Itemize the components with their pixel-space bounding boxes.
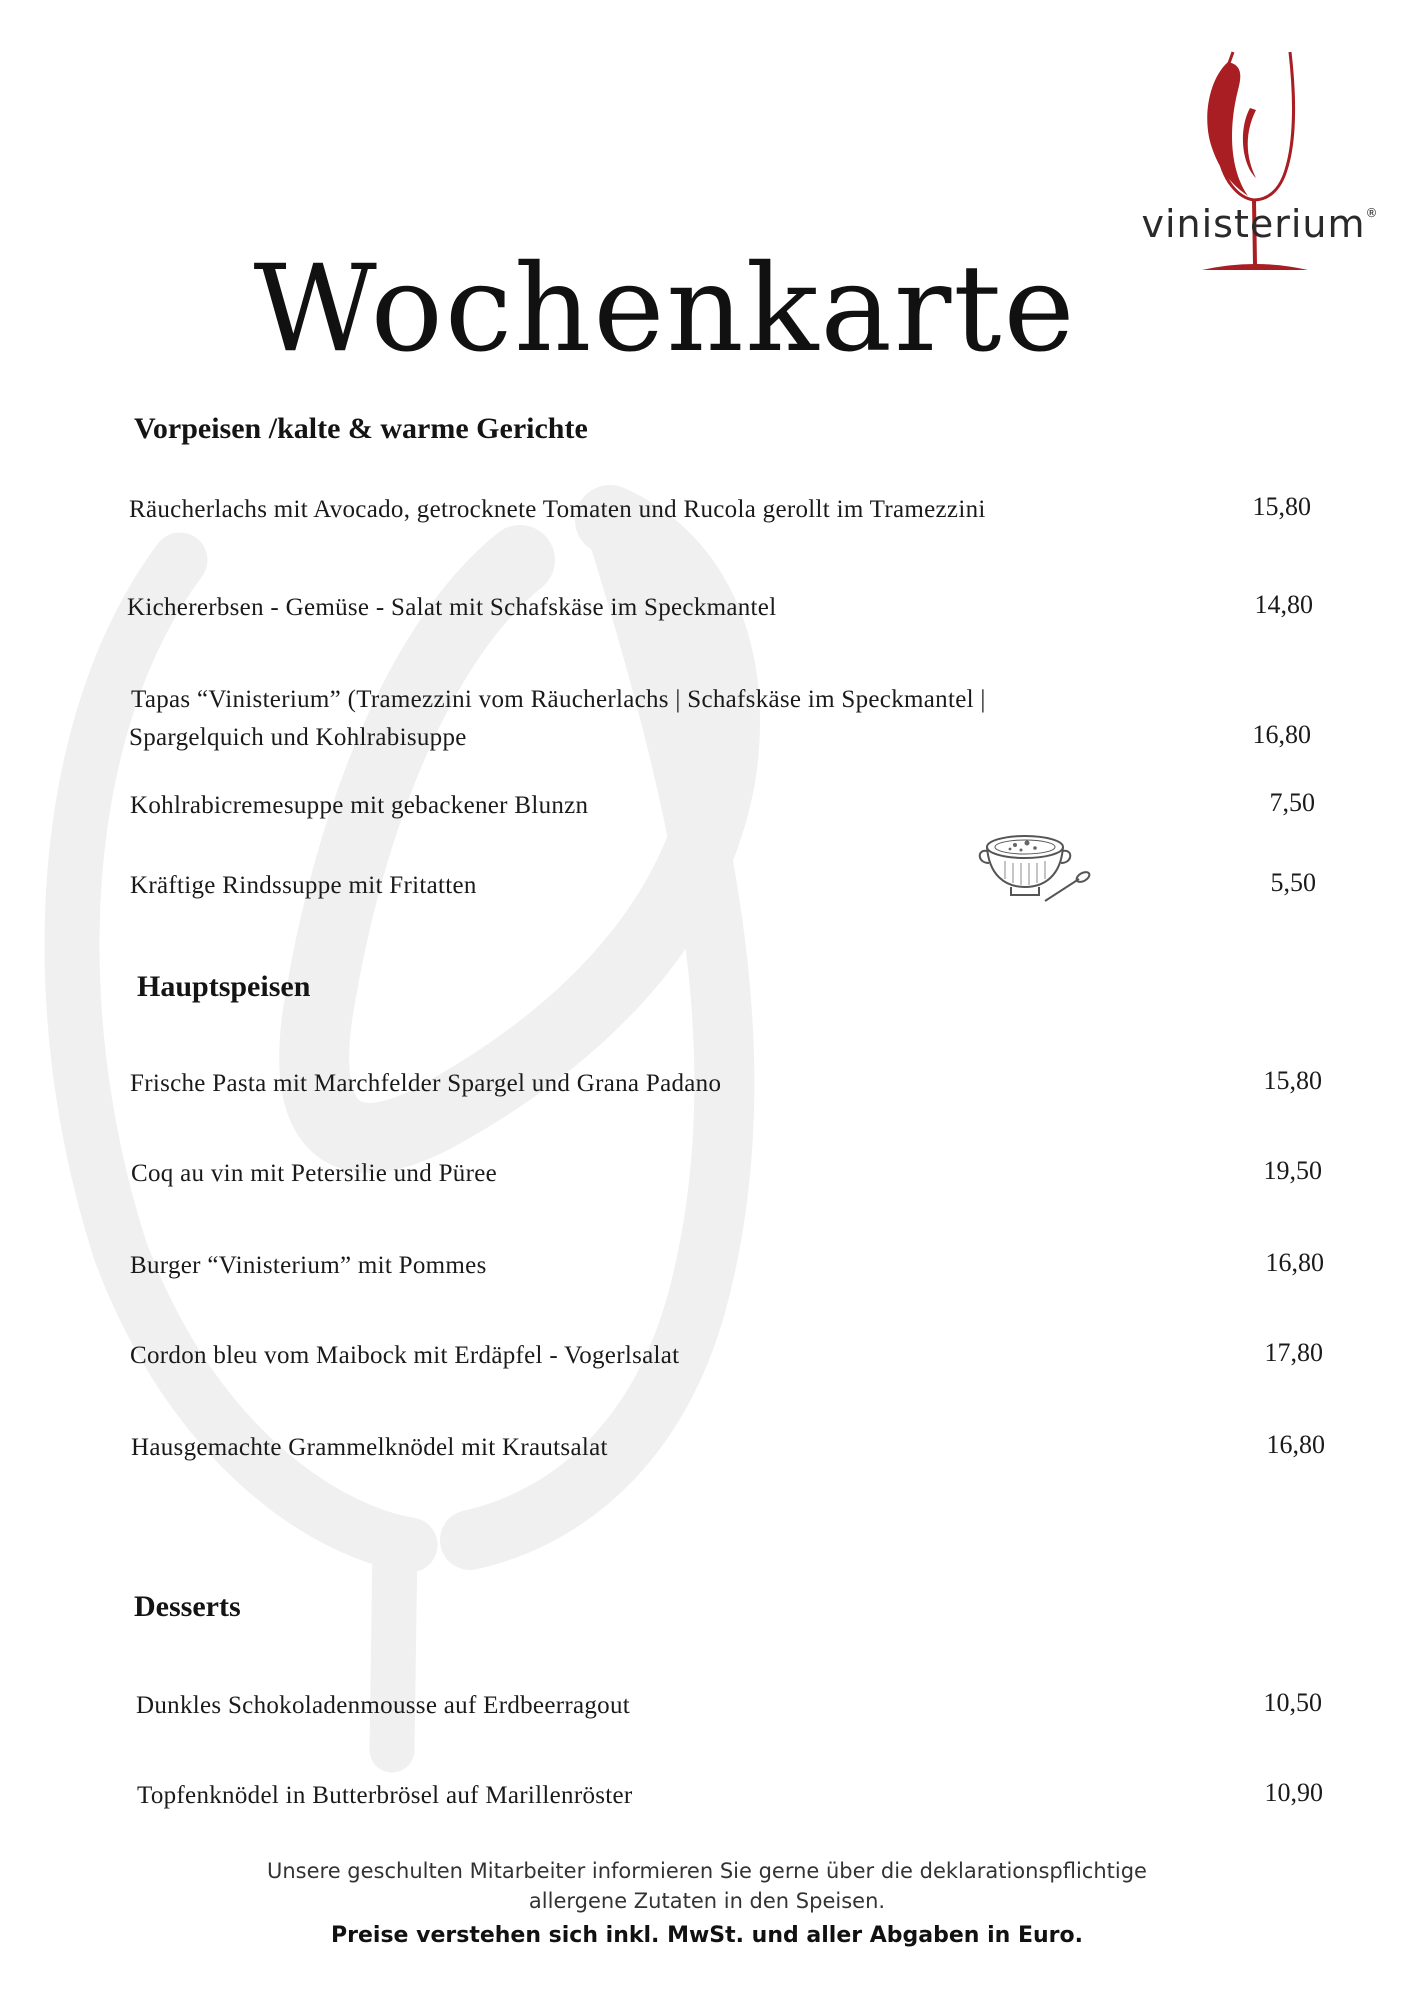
menu-item-name: Hausgemachte Grammelknödel mit Krautsalat bbox=[131, 1434, 608, 1461]
price-notice: Preise verstehen sich inkl. MwSt. und aller Abgaben in Euro. bbox=[331, 1923, 1083, 1948]
menu-item-name: Dunkles Schokoladenmousse auf Erdbeerragout bbox=[136, 1692, 631, 1719]
menu-item-price: 16,80 bbox=[1252, 720, 1311, 749]
soup-bowl-icon bbox=[975, 825, 1095, 915]
menu-item-name: Kichererbsen - Gemüse - Salat mit Schafskäse im Speckmantel bbox=[127, 594, 777, 621]
allergen-notice-line1: Unsere geschulten Mitarbeiter informieren Sie gerne über die deklarationspflichtige bbox=[267, 1859, 1147, 1883]
brand-wordmark: vinisterium® bbox=[1141, 202, 1379, 246]
menu-item-name: Kohlrabicremesuppe mit gebackener Blunzn bbox=[130, 792, 589, 819]
menu-item-price: 10,50 bbox=[1263, 1688, 1322, 1717]
section-title-hauptspeisen: Hauptspeisen bbox=[137, 970, 311, 1003]
menu-item-price: 15,80 bbox=[1263, 1066, 1322, 1095]
menu-item-name: Burger “Vinisterium” mit Pommes bbox=[130, 1252, 487, 1279]
menu-item-price: 14,80 bbox=[1254, 590, 1313, 619]
footer-notice bbox=[0, 1856, 1414, 1956]
menu-item-price: 5,50 bbox=[1270, 868, 1316, 897]
menu-item-name: Tapas “Vinisterium” (Tramezzini vom Räucherlachs | Schafskäse im Speckmantel | bbox=[131, 686, 986, 713]
menu-item-price: 10,90 bbox=[1264, 1778, 1323, 1807]
menu-item-name: Cordon bleu vom Maibock mit Erdäpfel - Vogerlsalat bbox=[130, 1342, 680, 1369]
menu-item-price: 15,80 bbox=[1252, 492, 1311, 521]
menu-item-name: Kräftige Rindssuppe mit Fritatten bbox=[130, 872, 477, 899]
allergen-notice-line2: allergene Zutaten in den Speisen. bbox=[528, 1889, 886, 1913]
page-title: Wochenkarte bbox=[253, 240, 1077, 379]
menu-item-name: Räucherlachs mit Avocado, getrocknete Tomaten und Rucola gerollt im Tramezzini bbox=[129, 496, 986, 523]
menu-item-name: Topfenknödel in Butterbrösel auf Marillenröster bbox=[137, 1782, 633, 1809]
menu-item-price: 16,80 bbox=[1266, 1430, 1325, 1459]
menu-item-name: Frische Pasta mit Marchfelder Spargel und Grana Padano bbox=[130, 1070, 722, 1097]
section-title-desserts: Desserts bbox=[134, 1590, 241, 1623]
menu-item-price: 19,50 bbox=[1263, 1156, 1322, 1185]
menu-item-price: 17,80 bbox=[1264, 1338, 1323, 1367]
menu-item-price: 16,80 bbox=[1265, 1248, 1324, 1277]
menu-item-price: 7,50 bbox=[1269, 788, 1315, 817]
section-title-vorspeisen: Vorpeisen /kalte & warme Gerichte bbox=[134, 412, 588, 445]
menu-item-name-line2: Spargelquich und Kohlrabisuppe bbox=[129, 724, 467, 751]
menu-item-name: Coq au vin mit Petersilie und Püree bbox=[131, 1160, 498, 1187]
